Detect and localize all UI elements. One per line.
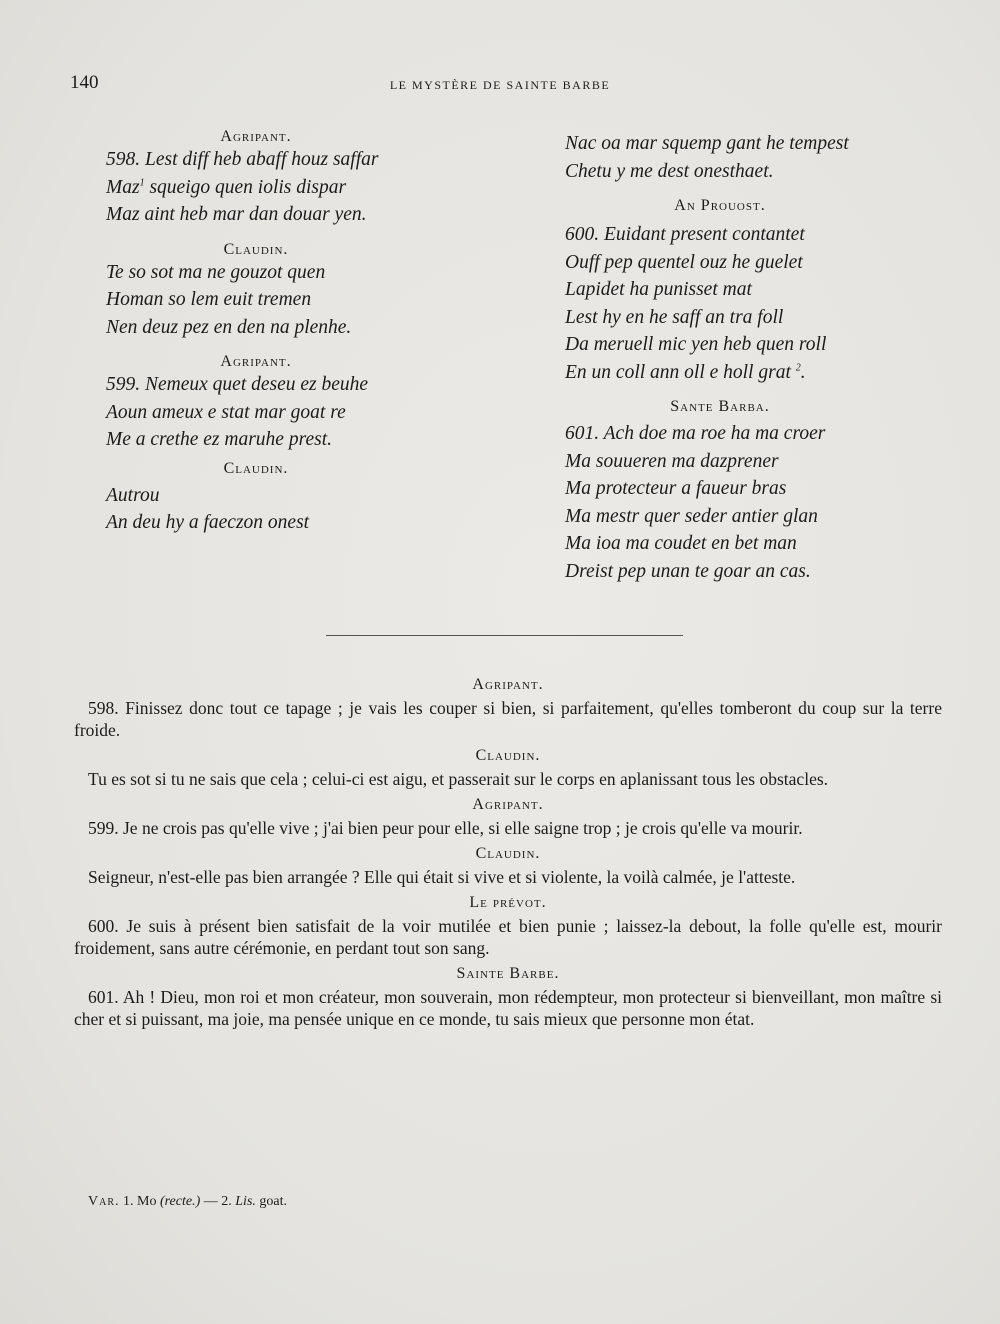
verse-line bbox=[565, 359, 945, 387]
verse-column-right bbox=[565, 130, 945, 585]
speaker-label: An Prouost. bbox=[674, 197, 766, 214]
verse-line: Ma souueren ma dazprener bbox=[565, 450, 779, 472]
verse-line: Nen deuz pez en den na plenhe. bbox=[106, 316, 352, 338]
verse-line: Te so sot ma ne gouzot quen bbox=[106, 261, 326, 283]
speaker-label: Sante Barba. bbox=[670, 398, 770, 415]
verse-line: 599. Nemeux quet deseu ez beuhe bbox=[106, 374, 369, 395]
translation-paragraph: Tu es sot si tu ne sais que cela ; celui-ci est aigu, et passerait sur le corps en aplanissant tous les obstacles. bbox=[88, 769, 829, 789]
verse-line: Autrou bbox=[106, 484, 160, 506]
speaker-label: Agripant. bbox=[220, 353, 292, 370]
speaker-label: Le prévot. bbox=[469, 894, 547, 911]
verse-line: Nac oa mar squemp gant he tempest bbox=[565, 133, 849, 154]
speaker-label: Claudin. bbox=[475, 747, 541, 764]
footnote-emphasis: (recte.) bbox=[159, 1194, 201, 1209]
translation-section bbox=[74, 672, 942, 1036]
variant-footnote bbox=[88, 1194, 287, 1210]
verse-line bbox=[106, 174, 486, 202]
verse-line-part: squeigo quen iolis dispar bbox=[149, 176, 347, 198]
footnote-text: 1. Mo bbox=[123, 1194, 157, 1209]
verse-line: Ma ioa ma coudet en bet man bbox=[565, 533, 797, 554]
speaker-label: Claudin. bbox=[223, 240, 289, 258]
speaker-label: Agripant. bbox=[472, 796, 544, 813]
note-reference: 1 bbox=[139, 177, 145, 188]
translation-paragraph: 601. Ah ! Dieu, mon roi et mon créateur, mon souverain, mon rédempteur, mon protecteur si bienveillant, mon maître si cher et si puissant, ma joie, ma pensée unique en ce monde, tu sais mieux que personne mon état. bbox=[74, 987, 942, 1029]
verse-line: Lest hy en he saff an tra foll bbox=[565, 306, 784, 328]
verse-line-part: En un coll ann oll e holl grat bbox=[565, 361, 791, 383]
verse-line: Maz aint heb mar dan douar yen. bbox=[106, 204, 367, 225]
verse-line: Aoun ameux e stat mar goat re bbox=[106, 401, 346, 423]
verse-line: 598. Lest diff heb abaff houz saffar bbox=[106, 149, 379, 170]
speaker-label: Claudin. bbox=[223, 459, 289, 477]
translation-paragraph: 599. Je ne crois pas qu'elle vive ; j'ai bien peur pour elle, si elle saigne trop ; je crois qu'elle va mourir. bbox=[88, 818, 803, 838]
verse-line: Da meruell mic yen heb quen roll bbox=[565, 334, 827, 355]
verse-line-end: . bbox=[800, 361, 806, 383]
footnote-emphasis: Lis. bbox=[235, 1194, 256, 1209]
verse-line: Dreist pep unan te goar an cas. bbox=[565, 560, 811, 582]
speaker-label: Agripant. bbox=[472, 676, 544, 693]
verse-line: Lapidet ha punisset mat bbox=[565, 279, 752, 300]
speaker-label: Agripant. bbox=[220, 128, 292, 145]
verse-line: Ouff pep quentel ouz he guelet bbox=[565, 251, 803, 273]
translation-paragraph: Seigneur, n'est-elle pas bien arrangée ? Elle qui était si vive et si violente, la voilà calmée, je l'atteste. bbox=[88, 867, 796, 887]
speaker-label: Sainte Barbe. bbox=[456, 965, 560, 982]
footnote-label: Var. bbox=[88, 1194, 120, 1209]
footnote-text: — 2. bbox=[203, 1194, 232, 1209]
verse-line: Chetu y me dest onesthaet. bbox=[565, 160, 774, 182]
verse-line: Ma mestr quer seder antier glan bbox=[565, 505, 818, 527]
section-divider bbox=[326, 635, 683, 636]
verse-line: 600. Euidant present contantet bbox=[565, 224, 805, 245]
verse-line-part: Maz bbox=[106, 176, 140, 198]
footnote-text: goat. bbox=[259, 1194, 287, 1209]
page-number: 140 bbox=[70, 72, 99, 93]
verse-line: Me a crethe ez maruhe prest. bbox=[106, 429, 332, 450]
verse-column-left bbox=[106, 128, 486, 537]
running-title: LE MYSTÈRE DE SAINTE BARBE bbox=[389, 78, 611, 92]
translation-paragraph: 598. Finissez donc tout ce tapage ; je vais les couper si bien, si parfaitement, qu'elles tomberont du coup sur la terre froide. bbox=[74, 698, 942, 740]
verse-line: Ma protecteur a faueur bras bbox=[565, 478, 787, 499]
translation-paragraph: 600. Je suis à présent bien satisfait de la voir mutilée et bien punie ; laissez-la debout, la folle qu'elle est, mourir froidement, sans autre cérémonie, en perdant tout son sang. bbox=[74, 916, 942, 958]
verse-line: An deu hy a faeczon onest bbox=[106, 512, 310, 533]
note-reference: 2 bbox=[795, 362, 801, 373]
verse-line: 601. Ach doe ma roe ha ma croer bbox=[565, 423, 826, 444]
verse-line: Homan so lem euit tremen bbox=[106, 289, 312, 310]
speaker-label: Claudin. bbox=[475, 845, 541, 862]
